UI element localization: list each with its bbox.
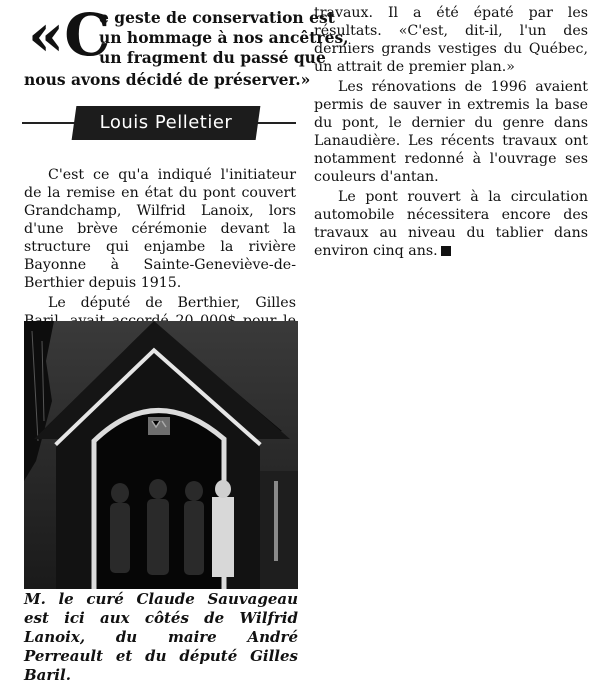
pull-quote-line: un hommage à nos ancêtres,	[99, 28, 349, 47]
byline-author: Louis Pelletier	[99, 112, 233, 133]
pull-quote-line: un fragment du passé que	[99, 48, 326, 67]
covered-bridge-photo	[24, 321, 298, 589]
end-of-article-square-icon	[441, 246, 451, 256]
pull-quote-open-mark: «C	[28, 1, 111, 69]
pull-quote-line: e geste de conservation est	[99, 8, 335, 27]
article-paragraph: travaux. Il a été épaté par les résultats. «C'est, dit-il, l'un des derniers grands vestiges du Québec, un attrait de premier plan.»	[314, 5, 588, 75]
photo-caption: M. le curé Claude Sauvageau est ici aux côtés de Wilfrid Lanoix, du maire André Perreault et du député Gilles Baril.	[24, 590, 298, 684]
article-paragraph: C'est ce qu'a indiqué l'initiateur de la remise en état du pont couvert Grandchamp, Wilfrid Lanoix, lors d'une brève cérémonie devant la structure qui enjambe la rivière Bayonne à Sainte-Geneviève-de-Berthier depuis 1915.	[24, 167, 296, 291]
article-paragraph-text: Le pont rouvert à la circulation automobile nécessitera encore des travaux au niveau du tablier dans environ cinq ans.	[314, 189, 588, 259]
pull-quote	[24, 1, 349, 90]
pull-quote-line: nous avons décidé de préserver.»	[24, 70, 311, 89]
byline-banner	[22, 106, 296, 140]
article-paragraph-final	[314, 188, 588, 260]
article-paragraph: Le député de Berthier, Gilles	[48, 295, 296, 311]
article-paragraph: Les rénovations de 1996 avaient permis de sauver in extremis la base du pont, le dernier du genre dans Lanaudière. Les récents travaux ont notamment redonné à l'ouvrage ses couleurs d'antan.	[314, 79, 588, 185]
covered-bridge-illustration	[24, 321, 298, 589]
article-body-right	[314, 4, 588, 260]
